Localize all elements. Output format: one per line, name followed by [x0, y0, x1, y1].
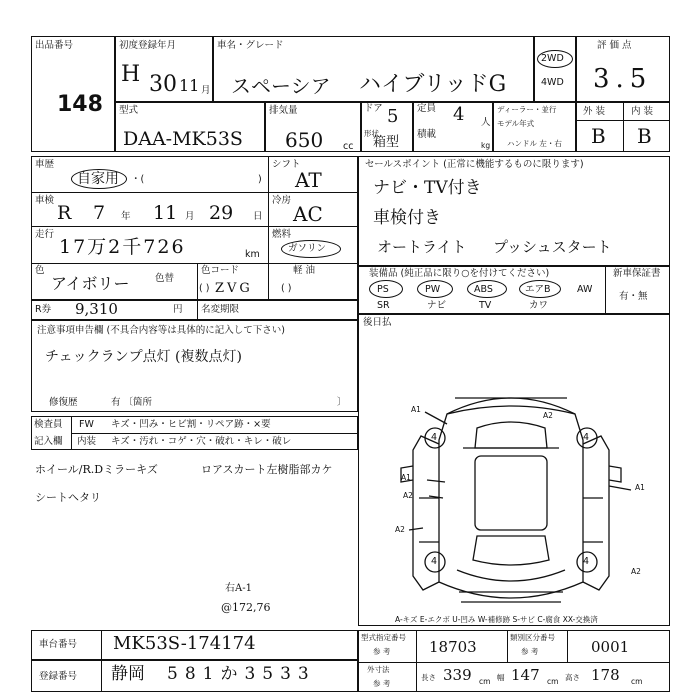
equipment-title: 装備品 (純正品に限り○を付けてください)	[369, 268, 550, 279]
chassis-label: 車台番号	[39, 639, 78, 650]
capacity-label: 定員	[417, 103, 437, 114]
mark-a2-right: A2	[631, 567, 641, 576]
reg-month: 11	[179, 76, 200, 95]
mark-a1-left: A1	[401, 473, 411, 482]
notes-title: 注意事項申告欄 (不具合内容等は具体的に記入して下さい)	[37, 325, 285, 336]
color-paren: ( )	[199, 283, 210, 294]
type-cert-sub: 参 考	[373, 647, 391, 656]
inspection-era: R	[57, 202, 72, 224]
handle-label: ハンドル 左・右	[507, 139, 562, 148]
score-label: 評 価 点	[597, 40, 632, 51]
mark-a1-top: A1	[411, 405, 421, 414]
sales-line2: 車検付き	[373, 208, 441, 228]
repair-close: 〕	[337, 397, 347, 408]
history-value: 自家用	[77, 171, 119, 187]
equip-ps: PS	[377, 284, 389, 295]
chassis-value: MK53S-174174	[113, 633, 256, 654]
size-sub: 参 考	[373, 679, 391, 688]
fuel-label: 燃料	[272, 229, 292, 240]
color-code-value: ZVG	[215, 281, 253, 296]
warranty-label: 新車保証書	[613, 268, 661, 279]
inspector-note-bottom2: @172,76	[221, 601, 271, 614]
sales-line1: ナビ・TV付き	[373, 178, 482, 198]
warranty-value: 有・無	[619, 291, 648, 302]
name-label: 車名・グレード	[217, 40, 284, 51]
inspector-row2-tag: 内装	[77, 436, 97, 447]
disp-label: 排気量	[269, 105, 298, 116]
class-sub: 参 考	[521, 647, 539, 656]
car-diagram	[31, 36, 670, 636]
recycle-unit: 円	[173, 304, 183, 315]
shape-label: 形状	[364, 129, 379, 138]
mark-w4-rl: 4	[431, 556, 438, 567]
equip-tv: TV	[479, 300, 492, 311]
inspector-row1-text: キズ・凹み・ヒビ割・リペア跡・×要	[111, 419, 271, 430]
type-cert-value: 18703	[429, 638, 477, 656]
door-label: ドア	[364, 103, 383, 114]
shape-value: 箱型	[373, 135, 400, 150]
color-change-label: 色替	[155, 273, 175, 284]
reg-era: H	[121, 62, 141, 87]
score-value: 3.5	[593, 64, 653, 94]
mark-a2-left2: A2	[395, 525, 405, 534]
equip-leather: カワ	[529, 300, 549, 311]
sales-line4: プッシュスタート	[493, 238, 612, 256]
inspection-month-unit: 月	[185, 211, 195, 222]
reg-year: 30	[149, 72, 177, 97]
inspection-year: 7	[93, 202, 106, 224]
equip-abs: ABS	[474, 284, 493, 295]
size-label: 外寸法	[367, 665, 390, 674]
damage-legend: A-キズ E-エクボ U-凹み W-補修跡 S-サビ C-腐食 XX-交換済	[395, 615, 598, 624]
regno-region: 静岡	[111, 664, 145, 684]
capacity-value: 4	[453, 104, 465, 125]
ext-value: B	[591, 124, 606, 148]
history-label: 車歴	[35, 159, 55, 170]
equip-aw: AW	[577, 284, 593, 295]
reg-month-unit: 月	[201, 85, 211, 96]
color-code-label: 色コード	[201, 265, 240, 276]
type-cert-label: 型式指定番号	[361, 633, 406, 642]
inspection-label: 車検	[35, 195, 55, 206]
mark-a1-right: A1	[635, 483, 645, 492]
drive-2wd: 2WD	[541, 53, 564, 64]
dealer-label: ディーラー・並行	[497, 105, 557, 114]
lot-label: 出品番号	[35, 40, 74, 51]
height-value: 178	[591, 666, 620, 684]
inspection-year-unit: 年	[121, 211, 131, 222]
repair-label: 修復歴	[49, 397, 78, 408]
model-value: DAA-MK53S	[123, 128, 243, 150]
inspector-label1: 検査員	[34, 419, 63, 430]
sales-title: セールスポイント (正常に機能するものに限ります)	[365, 159, 584, 170]
mileage-value: 17万2千726	[59, 236, 186, 258]
car-grade: ハイブリッドG	[359, 72, 507, 97]
fuel-diesel: 軽 油	[293, 265, 316, 276]
shift-label: シフト	[272, 159, 301, 170]
car-name: スペーシア	[231, 74, 331, 98]
length-unit: cm	[479, 677, 491, 686]
class-value: 0001	[591, 638, 630, 656]
ac-label: 冷房	[272, 195, 292, 206]
regno-value: 581か3533	[167, 664, 316, 684]
inspector-note-left1: ホイール/R.Dミラーキズ	[35, 463, 158, 476]
reg-label: 初度登録年月	[119, 40, 177, 51]
ext-label: 外 装	[583, 106, 606, 117]
inspector-row1-tag: FW	[79, 419, 94, 430]
length-label: 長さ	[421, 673, 436, 682]
int-value: B	[637, 124, 652, 148]
sales-line3: オートライト	[377, 238, 467, 256]
width-unit: cm	[547, 677, 559, 686]
recycle-value: 9,310	[75, 300, 118, 318]
fuel-paren: ( )	[281, 283, 292, 294]
after-fit-label: 後日払	[363, 317, 392, 328]
recycle-label: R券	[35, 304, 52, 315]
lot-number: 148	[57, 92, 103, 117]
drive-4wd: 4WD	[541, 77, 564, 88]
mileage-unit: km	[245, 249, 260, 260]
mileage-label: 走行	[35, 229, 55, 240]
disp-value: 650	[285, 128, 324, 152]
height-unit: cm	[631, 677, 643, 686]
width-label: 幅	[497, 673, 505, 682]
inspector-note-left2: シートヘタリ	[35, 491, 101, 504]
history-dot: ・(	[131, 174, 145, 185]
mark-w4-fl: 4	[431, 432, 438, 443]
length-value: 339	[443, 666, 472, 684]
mark-w4-rr: 4	[583, 556, 590, 567]
model-year-label: モデル年式	[497, 119, 535, 128]
ac-value: AC	[293, 202, 323, 226]
door-value: 5	[387, 106, 399, 127]
regno-label: 登録番号	[39, 671, 78, 682]
auction-sheet	[31, 36, 670, 692]
deadline-label: 名変期限	[201, 304, 240, 315]
model-label: 型式	[119, 105, 139, 116]
mark-a2-roof: A2	[543, 411, 553, 420]
load-unit: kg	[481, 141, 491, 150]
mark-w4-fr: 4	[583, 432, 590, 443]
repair-value: 有 〔箇所	[111, 397, 153, 408]
shift-value: AT	[295, 168, 322, 192]
color-label: 色	[35, 265, 45, 276]
color-value: アイボリー	[51, 274, 130, 293]
capacity-unit: 人	[481, 117, 491, 128]
equip-airbag: エアB	[525, 284, 551, 295]
inspector-row2-text: キズ・汚れ・コゲ・穴・破れ・キレ・破レ	[111, 436, 292, 447]
equip-pw: PW	[425, 284, 441, 295]
notes-value: チェックランプ点灯 (複数点灯)	[45, 349, 242, 365]
fuel-gasoline: ガソリン	[288, 243, 327, 254]
inspection-day: 29	[209, 202, 234, 224]
load-label: 積載	[417, 129, 437, 140]
int-label: 内 装	[631, 106, 654, 117]
width-value: 147	[511, 666, 540, 684]
class-label: 類別区分番号	[510, 633, 555, 642]
mark-a2-left1: A2	[403, 491, 413, 500]
inspector-note-bottom1: 右A-1	[225, 583, 252, 594]
equip-navi: ナビ	[427, 300, 447, 311]
history-close: )	[258, 174, 262, 185]
disp-unit: cc	[343, 141, 354, 152]
inspector-label2: 記入欄	[34, 436, 63, 447]
inspection-month: 11	[153, 202, 178, 224]
inspection-day-unit: 日	[253, 211, 263, 222]
height-label: 高さ	[565, 673, 580, 682]
equip-sr: SR	[377, 300, 390, 311]
inspector-note-right: ロアスカート左樹脂部カケ	[201, 463, 333, 476]
